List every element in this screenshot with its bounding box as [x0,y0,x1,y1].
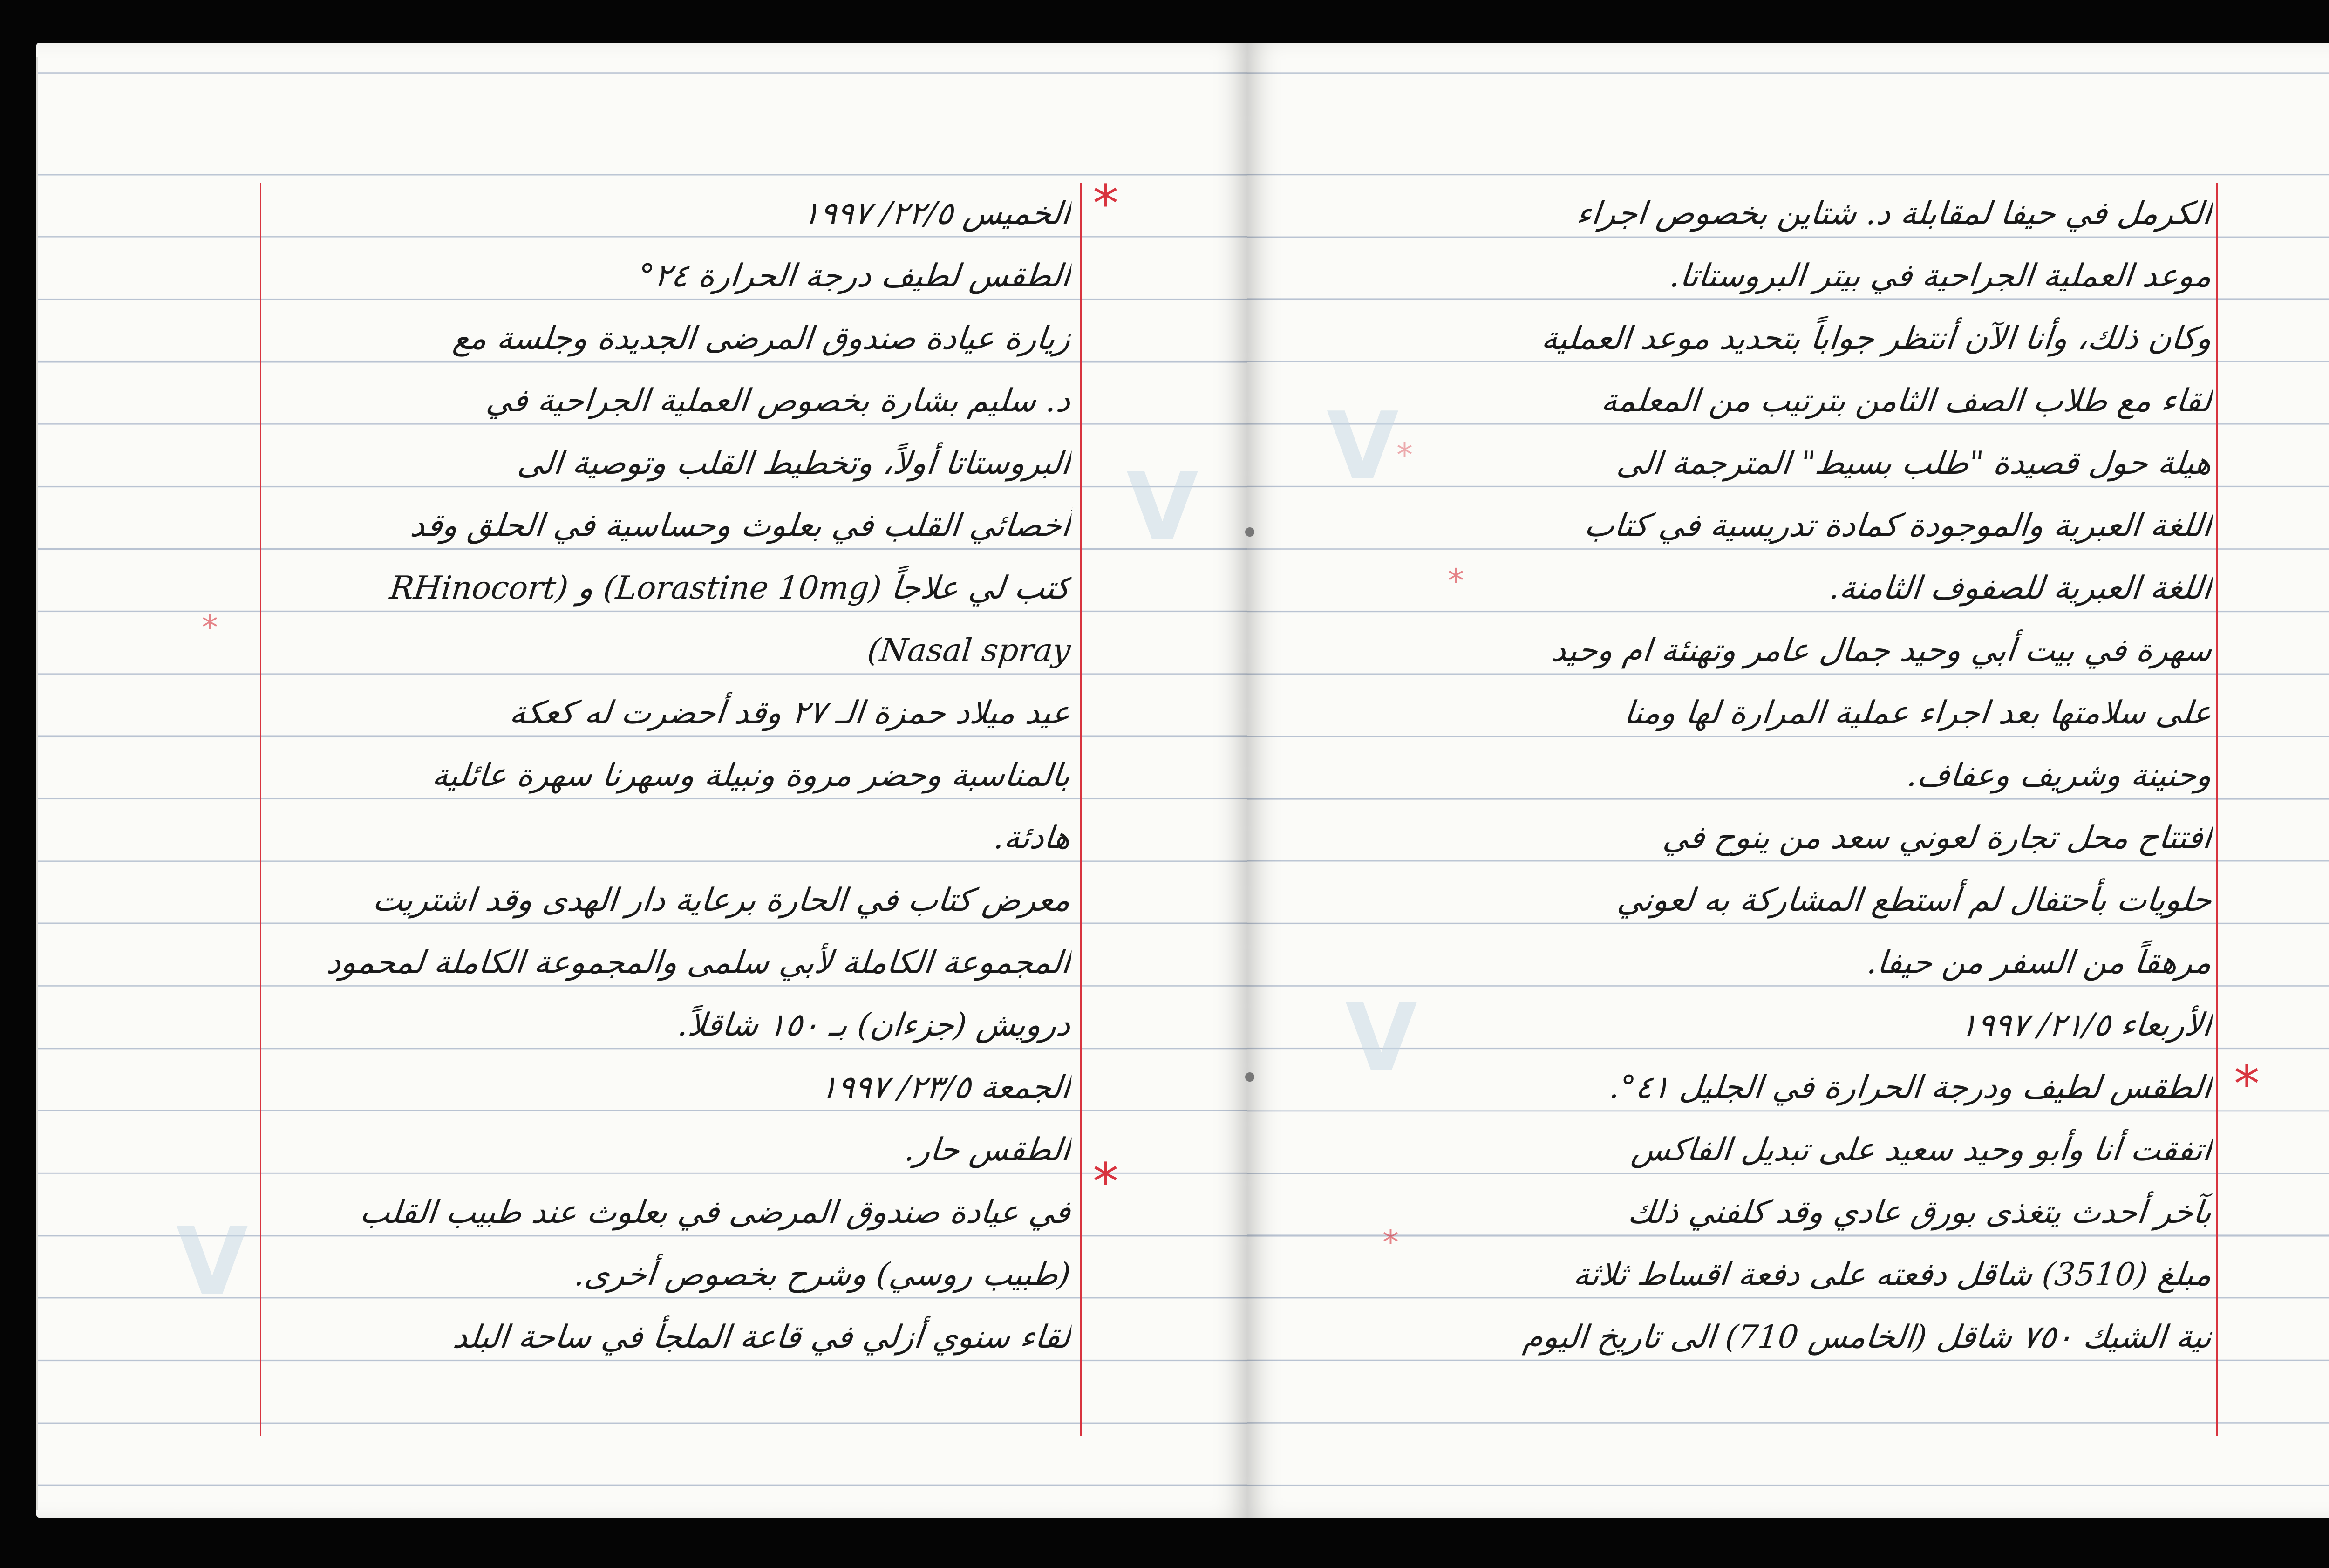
entry-line: اللغة العبرية للصفوف الثامنة. [1827,570,2214,607]
entry-line: حلويات بأحتفال لم أستطع المشاركة به لعوني [1615,882,2214,919]
entry-line: الطقس حار. [903,1132,1073,1168]
entry-line: Nasal spray) [865,632,1073,669]
entry-line: مرهقاً من السفر من حيفا. [1865,944,2214,981]
entry-line: وكان ذلك، وأنا الآن أنتظر جواباً بتحديد موعد العملية [1539,320,2214,357]
entry-line: الطقس لطيف درجة الحرارة ٢٤° [636,258,1073,294]
entry-line: درويش (جزءان) بـ ١٥٠ شاقلاً. [676,1007,1073,1043]
right-page-margin-line [2216,183,2218,1436]
right-page [1247,43,2329,1518]
page-edges-left [36,57,38,1510]
notebook [36,43,2329,1518]
asterisk-icon: * [1093,1152,1118,1212]
asterisk-icon: * [1382,1223,1399,1261]
entry-date: الأربعاء ٢١/٥/ ١٩٩٧ [1958,1007,2214,1043]
entry-date: الجمعة ٢٣/٥/ ١٩٩٧ [818,1069,1073,1106]
left-page-entries [251,183,1073,1369]
entry-line: الطقس لطيف ودرجة الحرارة في الجليل ٤١°. [1607,1069,2214,1106]
faint-bleed-mark: V [176,1207,248,1316]
entry-line: د. سليم بشارة بخصوص العملية الجراحية في [484,382,1073,419]
entry-line: كتب لي علاجاً (Lorastine 10mg) و (RHinocort [388,570,1073,607]
right-page-entries [1466,183,2212,1369]
entry-line: عيد ميلاد حمزة الـ ٢٧ وقد أحضرت له كعكة [508,695,1073,731]
entry-line: على سلامتها بعد اجراء عملية المرارة لها ومنا [1622,695,2214,731]
entry-line: معرض كتاب في الحارة برعاية دار الهدى وقد اشتريت [371,882,1073,919]
entry-line: افتتاح محل تجارة لعوني سعد من ينوح في [1661,819,2214,856]
entry-line: لقاء مع طلاب الصف الثامن بترتيب من المعلمة [1600,382,2214,419]
entry-line: لقاء سنوي أزلي في قاعة الملجأ في ساحة البلد [451,1319,1073,1356]
faint-bleed-mark: V [1327,392,1399,501]
faint-bleed-mark: V [1126,453,1199,561]
entry-line: هادئة. [992,819,1073,856]
entry-line: في عيادة صندوق المرضى في بعلوث عند طبيب القلب [358,1194,1073,1231]
left-page-margin-line [1080,183,1082,1436]
faint-bleed-mark: V [1345,984,1417,1092]
asterisk-icon: * [1396,436,1413,474]
entry-line: سهرة في بيت أبي وحيد جمال عامر وتهنئة ام وحيد [1550,632,2214,669]
entry-line: هيلة حول قصيدة "طلب بسيط" المترجمة الى [1615,445,2214,482]
asterisk-icon: * [1093,174,1118,233]
binding-mark [1245,1072,1254,1082]
entry-line: موعد العملية الجراحية في بيتر البروستاتا. [1668,258,2214,294]
entry-line: أخصائي القلب في بعلوث وحساسية في الحلق وقد [409,507,1073,544]
asterisk-icon: * [2234,1054,2260,1114]
entry-line: وحنينة وشريف وعفاف. [1905,757,2214,794]
entry-line: اللغة العبرية والموجودة كمادة تدريسية في كتاب [1582,507,2214,544]
entry-line: البروستاتا أولاً، وتخطيط القلب وتوصية الى [516,445,1073,482]
entry-line: اتفقت أنا وأبو وحيد سعيد على تبديل الفاكس [1629,1132,2214,1168]
entry-line: بآخر أحدث يتغذى بورق عادي وقد كلفني ذلك [1626,1194,2214,1231]
entry-line: نية الشيك ٧٥٠ شاقل (الخامس 710) الى تاريخ اليوم [1521,1319,2214,1356]
left-page [36,43,1247,1518]
entry-line: الكرمل في حيفا لمقابلة د. شتاين بخصوص اجراء [1574,195,2214,232]
asterisk-icon: * [1448,562,1464,600]
entry-date: الخميس ٢٢/٥/ ١٩٩٧ [801,195,1073,232]
entry-line: المجموعة الكاملة لأبي سلمى والمجموعة الكاملة لمحمود [325,944,1073,981]
asterisk-icon: * [202,608,218,647]
entry-line: مبلغ (3510) شاقل دفعته على دفعة اقساط ثلاثة [1572,1256,2214,1293]
binding-mark [1245,527,1254,537]
entry-line: زيارة عيادة صندوق المرضى الجديدة وجلسة مع [451,320,1073,357]
entry-line: بالمناسبة وحضر مروة ونبيلة وسهرنا سهرة عائلية [430,757,1073,794]
entry-line: (طبيب روسي) وشرح بخصوص أخرى. [572,1256,1073,1293]
